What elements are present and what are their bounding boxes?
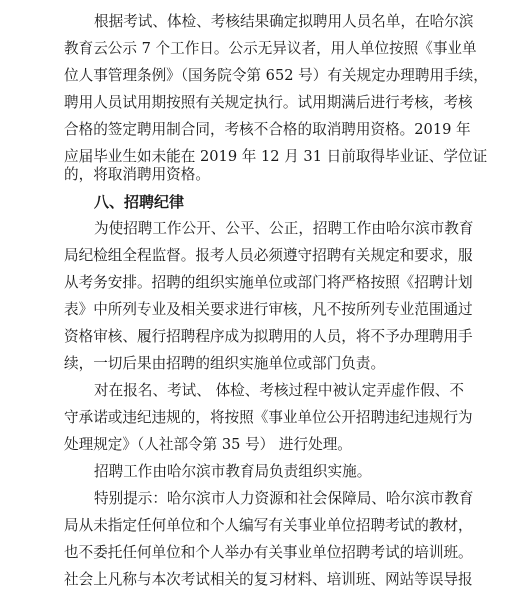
paragraph-3-line-1: 对在报名、考试、 体检、考核过程中被认定弄虚作假、不 [94,382,464,399]
paragraph-5-line-2: 局从未指定任何单位和个人编写有关事业单位招聘考试的教材， [64,517,473,534]
paragraph-1-line-6: 应届毕业生如未能在 2019 年 12 月 31 日前取得毕业证、学位证 [64,148,488,165]
paragraph-2-line-2: 局纪检组全程监督。报考人员必须遵守招聘有关规定和要求，服 [64,247,473,264]
paragraph-1-line-3: 位人事管理条例》（国务院令第 652 号）有关规定办理聘用手续， [64,67,488,84]
paragraph-2-line-4: 表》中所列专业及相关要求进行审核，凡不按所列专业范围通过 [64,301,473,318]
paragraph-5-line-4: 社会上凡称与本次考试相关的复习材料、培训班、网站等误导报 [64,571,473,588]
section-heading: 八、招聘纪律 [94,193,185,211]
paragraph-5-line-1: 特别提示：哈尔滨市人力资源和社会保障局、哈尔滨市教育 [94,490,474,507]
paragraph-2-line-5: 资格审核、履行招聘程序成为拟聘用的人员，将不予办理聘用手 [64,328,473,345]
paragraph-2-line-3: 从考务安排。招聘的组织实施单位或部门将严格按照《招聘计划 [64,274,473,291]
paragraph-4-line-1: 招聘工作由哈尔滨市教育局负责组织实施。 [94,463,372,480]
paragraph-1-line-7: 的，将取消聘用资格。 [64,166,210,183]
paragraph-1-line-5: 合格的签定聘用制合同，考核不合格的取消聘用资格。2019 年 [64,121,471,138]
paragraph-3-line-3: 处理规定》（人社部令第 35 号） 进行处理。 [64,436,352,453]
paragraph-3-line-2: 守承诺或违纪违规的，将按照《事业单位公开招聘违纪违规行为 [64,409,473,426]
paragraph-1-line-1: 根据考试、体检、考核结果确定拟聘用人员名单，在哈尔滨 [94,13,474,30]
paragraph-2-line-6: 续，一切后果由招聘的组织实施单位或部门负责。 [64,355,386,372]
paragraph-5-line-3: 也不委托任何单位和个人举办有关事业单位招聘考试的培训班。 [64,544,473,561]
paragraph-2-line-1: 为使招聘工作公开、公平、公正，招聘工作由哈尔滨市教育 [94,220,474,237]
paragraph-1-line-2: 教育云公示 7 个工作日。公示无异议者，用人单位按照《事业单 [64,40,477,57]
paragraph-1-line-4: 聘用人员试用期按照有关规定执行。试用期满后进行考核，考核 [64,94,473,111]
